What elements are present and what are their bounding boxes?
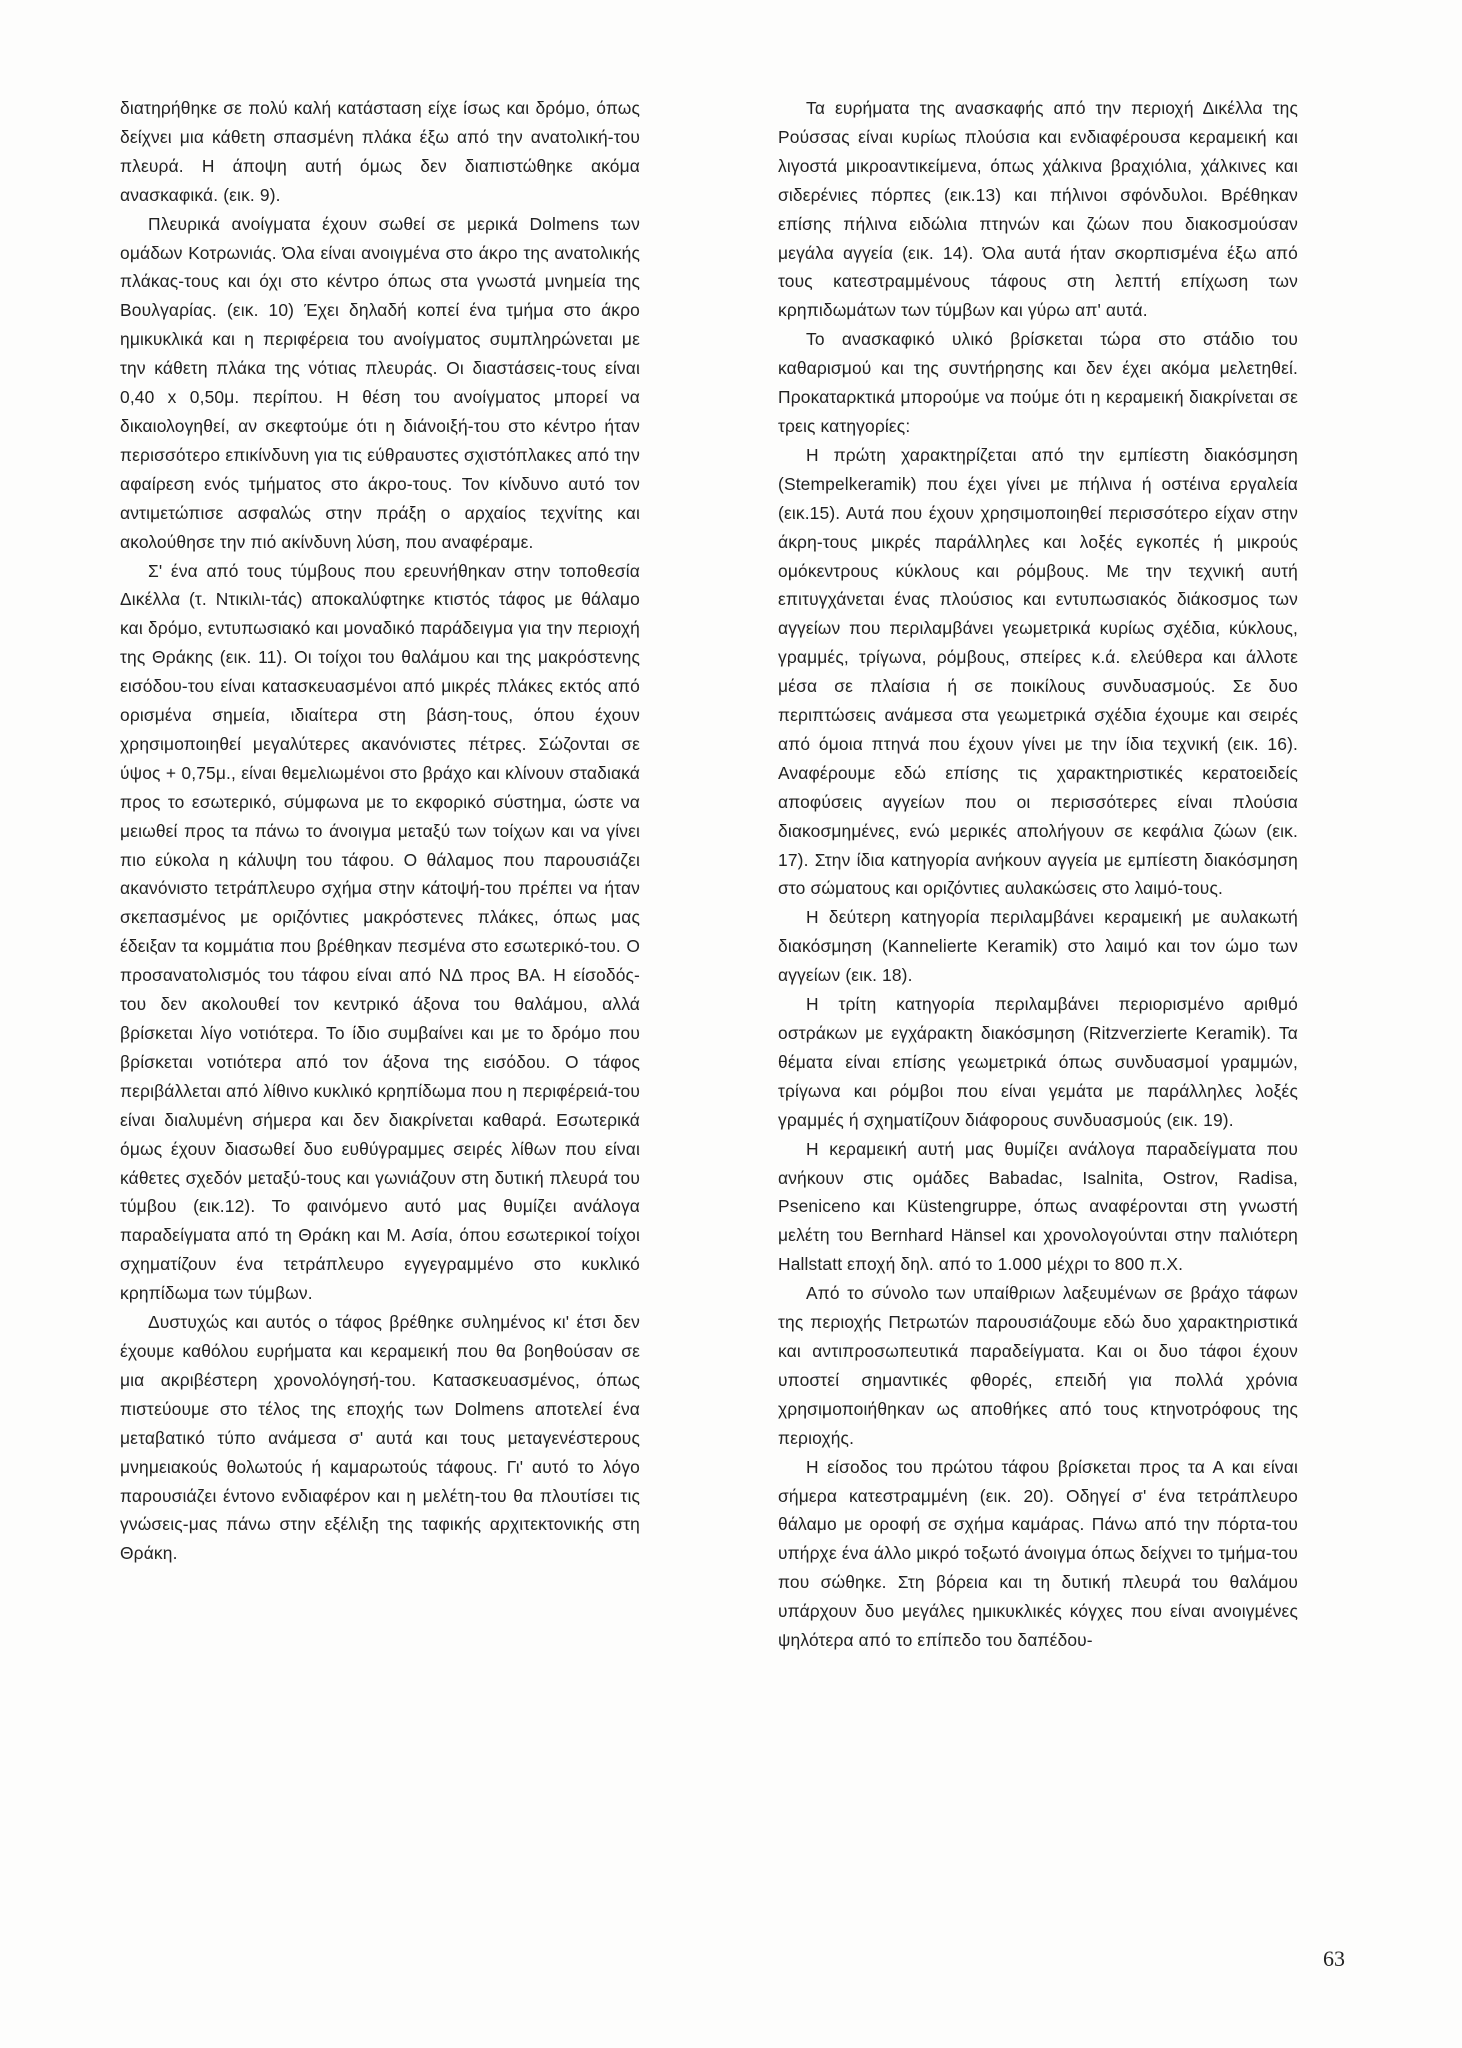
right-text-column (778, 94, 1298, 1655)
paragraph: Το ανασκαφικό υλικό βρίσκεται τώρα στο στάδιο του καθαρισμού και της συντήρησης και δεν έχει ακόμα μελετηθεί. Προκαταρκτικά μπορούμε να πούμε ότι η κεραμεική διακρίνεται σε τρεις κατηγορίες: (778, 329, 1298, 436)
paragraph: Δυστυχώς και αυτός ο τάφος βρέθηκε συλημένος κι' έτσι δεν έχουμε καθόλου ευρήματα και κεραμεική που θα βοηθούσαν σε μια ακριβέστερη χρονολόγησή-του. Κατασκευασμένος, όπως πιστεύουμε στο τέλος της εποχής των Dolmens αποτελεί ένα μεταβατικό τύπο ανάμεσα σ' αυτά και τους μεταγενέστερους μνημειακούς θολωτούς ή καμαρωτούς τάφους. Γι' αυτό το λόγο παρουσιάζει έντονο ενδιαφέρον και η μελέτη-του θα πλουτίσει τις γνώσεις-μας πάνω στην εξέλιξη της ταφικής αρχιτεκτονικής στη Θράκη. (120, 1312, 640, 1564)
paragraph: Η τρίτη κατηγορία περιλαμβάνει περιορισμένο αριθμό οστράκων με εγχάρακτη διακόσμηση (Ritzverzierte Keramik). Τα θέματα είναι επίσης γεωμετρικά όπως συνδυασμοί γραμμών, τρίγωνα και ρόμβοι που είναι γεμάτα με παράλληλες λοξές γραμμές ή σχηματίζουν διάφορους συνδυασμούς (εικ. 19). (778, 994, 1298, 1130)
paragraph: Η δεύτερη κατηγορία περιλαμβάνει κεραμεική με αυλακωτή διακόσμηση (Kannelierte Keramik) στο λαιμό και τον ώμο των αγγείων (εικ. 18). (778, 907, 1298, 986)
paragraph: Σ' ένα από τους τύμβους που ερευνήθηκαν στην τοποθεσία Δικέλλα (τ. Ντικιλι-τάς) αποκαλύφτηκε κτιστός τάφος με θάλαμο και δρόμο, εντυπωσιακό και μοναδικό παράδειγμα για την περιοχή της Θράκης (εικ. 11). Οι τοίχοι του θαλάμου και της μακρόστενης εισόδου-του είναι κατασκευασμένοι από μικρές πλάκες εκτός από ορισμένα σημεία, ιδιαίτερα στη βάση-τους, όπου έχουν χρησιμοποιηθεί μεγαλύτερες ακανόνιστες πέτρες. Σώζονται σε ύψος + 0,75μ., είναι θεμελιωμένοι στο βράχο και κλίνουν σταδιακά προς το εσωτερικό, σύμφωνα με το εκφορικό σύστημα, ώστε να μειωθεί προς τα πάνω το άνοιγμα μεταξύ των τοίχων και να γίνει πιο εύκολα η κάλυψη του τάφου. Ο θάλαμος που παρουσιάζει ακανόνιστο τετράπλευρο σχήμα στην κάτοψή-του πρέπει να ήταν σκεπασμένος με οριζόντιες μακρόστενες πλάκες, όπως μας έδειξαν τα κομμάτια που βρέθηκαν πεσμένα στο εσωτερικό-του. Ο προσανατολισμός του τάφου είναι από ΝΔ προς ΒΑ. Η είσοδός-του δεν ακολουθεί τον κεντρικό άξονα του θαλάμου, αλλά βρίσκεται λίγο νοτιότερα. Το ίδιο συμβαίνει και με το δρόμο που βρίσκεται νοτιότερα από τον άξονα της εισόδου. Ο τάφος περιβάλλεται από λίθινο κυκλικό κρηπίδωμα που η περιφέρειά-του είναι διαλυμένη σήμερα και δεν διακρίνεται καθαρά. Εσωτερικά όμως έχουν διασωθεί δυο ευθύγραμμες σειρές λίθων που είναι κάθετες σχεδόν μεταξύ-τους και γωνιάζουν στη δυτική πλευρά του τύμβου (εικ.12). Το φαινόμενο αυτό μας θυμίζει ανάλογα παραδείγματα από τη Θράκη και Μ. Ασία, όπου εσωτερικοί τοίχοι σχηματίζουν ένα τετράπλευρο εγγεγραμμένο στο κυκλικό κρηπίδωμα των τύμβων. (120, 560, 640, 1304)
paragraph: Από το σύνολο των υπαίθριων λαξευμένων σε βράχο τάφων της περιοχής Πετρωτών παρουσιάζουμε εδώ δυο χαρακτηριστικά και αντιπροσωπευτικά παραδείγματα. Και οι δυο τάφοι έχουν υποστεί σημαντικές φθορές, επειδή για πολλά χρόνια χρησιμοποιήθηκαν ως αποθήκες από τους κτηνοτρόφους της περιοχής. (778, 1283, 1298, 1448)
paragraph: Πλευρικά ανοίγματα έχουν σωθεί σε μερικά Dolmens των ομάδων Κοτρωνιάς. Όλα είναι ανοιγμένα στο άκρο της ανατολικής πλάκας-τους και όχι στο κέντρο όπως στα γνωστά μνημεία της Βουλγαρίας. (εικ. 10) Έχει δηλαδή κοπεί ένα τμήμα στο άκρο ημικυκλικά και η περιφέρεια του ανοίγματος συμπληρώνεται με την κάθετη πλάκα της νότιας πλευράς. Οι διαστάσεις-τους είναι 0,40 x 0,50μ. περίπου. Η θέση του ανοίγματος μπορεί να δικαιολογηθεί, αν σκεφτούμε ότι η διάνοιξή-του στο κέντρο ήταν περισσότερο επικίνδυνη για τις εύθραυστες σχιστόπλακες από την αφαίρεση ενός τμήματος στο άκρο-τους. Τον κίνδυνο αυτό τον αντιμετώπισε ασφαλώς στην πράξη ο αρχαίος τεχνίτης και ακολούθησε την πιό ακίνδυνη λύση, που αναφέραμε. (120, 213, 640, 552)
paragraph: Η είσοδος του πρώτου τάφου βρίσκεται προς τα Α και είναι σήμερα κατεστραμμένη (εικ. 20). Οδηγεί σ' ένα τετράπλευρο θάλαμο με οροφή σε σχήμα καμάρας. Πάνω από την πόρτα-του υπήρχε ένα άλλο μικρό τοξωτό άνοιγμα όπως δείχνει το τμήμα-του που σώθηκε. Στη βόρεια και τη δυτική πλευρά του θαλάμου υπάρχουν δυο μεγάλες ημικυκλικές κόγχες που είναι ανοιγμένες ψηλότερα από το επίπεδο του δαπέδου- (778, 1456, 1298, 1651)
paragraph: Τα ευρήματα της ανασκαφής από την περιοχή Δικέλλα της Ρούσσας είναι κυρίως πλούσια και ενδιαφέρουσα κεραμεική και λιγοστά μικροαντικείμενα, όπως χάλκινα βραχιόλια, χάλκινες και σιδερένιες πόρπες (εικ.13) και πήλινοι σφόνδυλοι. Βρέθηκαν επίσης πήλινα ειδώλια πτηνών και ζώων που διακοσμούσαν μεγάλα αγγεία (εικ. 14). Όλα αυτά ήταν σκορπισμένα έξω από τους κατεστραμμένους τάφους στη λεπτή επίχωση των κρηπιδωμάτων των τύμβων και γύρω απ' αυτά. (778, 98, 1298, 321)
paragraph: διατηρήθηκε σε πολύ καλή κατάσταση είχε ίσως και δρόμο, όπως δείχνει μια κάθετη σπασμένη πλάκα έξω από την ανατολική-του πλευρά. Η άποψη αυτή όμως δεν διαπιστώθηκε ακόμα ανασκαφικά. (εικ. 9). (120, 98, 640, 205)
page-number: 63 (1323, 1946, 1345, 1971)
paragraph: Η πρώτη χαρακτηρίζεται από την εμπίεστη διακόσμηση (Stempelkeramik) που έχει γίνει με πήλινα ή οστέινα εργαλεία (εικ.15). Αυτά που έχουν χρησιμοποιηθεί περισσότερο είχαν στην άκρη-τους μικρές παράλληλες και λοξές εγκοπές ή μικρούς ομόκεντρους κύκλους και ρόμβους. Με την τεχνική αυτή επιτυγχάνεται ένας πλούσιος και εντυπωσιακός διάκοσμος των αγγείων που περιλαμβάνει γεωμετρικά κυρίως σχέδια, κύκλους, γραμμές, τρίγωνα, ρόμβους, σπείρες κ.ά. ελεύθερα και άλλοτε μέσα σε πλαίσια ή σε ποικίλους συνδυασμούς. Σε δυο περιπτώσεις ανάμεσα στα γεωμετρικά σχέδια έχουμε και σειρές από όμοια πτηνά που έχουν γίνει με την ίδια τεχνική (εικ. 16). Αναφέρουμε εδώ επίσης τις χαρακτηριστικές κερατοειδείς αποφύσεις αγγείων που οι περισσότερες είναι πλούσια διακοσμημένες, ενώ μερικές απολήγουν σε κεφάλια ζώων (εικ. 17). Στην ίδια κατηγορία ανήκουν αγγεία με εμπίεστη διακόσμηση στο σώματους και οριζόντιες αυλακώσεις στο λαιμό-τους. (778, 444, 1298, 899)
left-text-column (120, 94, 640, 1568)
paragraph: Η κεραμεική αυτή μας θυμίζει ανάλογα παραδείγματα που ανήκουν στις ομάδες Babadac, Isalnita, Ostrov, Radisa, Pseniceno και Küstengruppe, όπως αναφέρονται στη γνωστή μελέτη του Bernhard Hänsel και χρονολογούνται στην παλιότερη Hallstatt εποχή δηλ. από το 1.000 μέχρι το 800 π.Χ. (778, 1138, 1298, 1275)
